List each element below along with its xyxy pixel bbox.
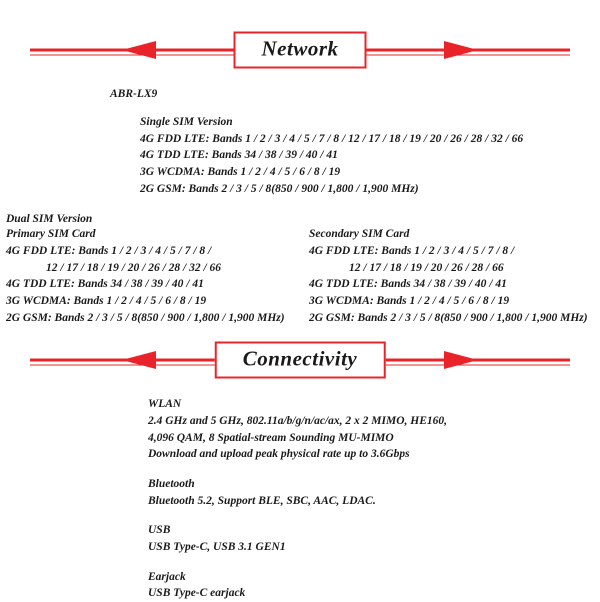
secondary-sim-line: 4G FDD LTE: Bands 1 / 2 / 3 / 4 / 5 / 7 / 8 / [309,245,515,258]
earjack-line: USB Type-C earjack [148,587,246,600]
primary-sim-line: 2G GSM: Bands 2 / 3 / 5 / 8(850 / 900 / 1,800 / 1,900 MHz) [6,311,285,324]
single-sim-block [140,114,600,197]
model-name: ABR-LX9 [110,88,158,100]
primary-sim-line: 4G TDD LTE: Bands 34 / 38 / 39 / 40 / 41 [6,278,204,291]
primary-sim-line: 3G WCDMA: Bands 1 / 2 / 4 / 5 / 6 / 8 / 19 [6,295,207,308]
wlan-line: Download and upload peak physical rate up to 3.6Gbps [148,448,410,461]
usb-group [148,522,600,555]
banner-arrow-right-icon [444,351,478,369]
secondary-sim-line: 3G WCDMA: Bands 1 / 2 / 4 / 5 / 6 / 8 / 19 [309,295,510,308]
section-title-box [234,32,367,69]
section-title-box [215,342,386,379]
wlan-line: 2.4 GHz and 5 GHz, 802.11a/b/g/n/ac/ax, 2 x 2 MIMO, HE160, [148,415,448,428]
wlan-line: 4,096 QAM, 8 Spatial-stream Sounding MU-MIMO [148,431,394,444]
secondary-sim-line: 2G GSM: Bands 2 / 3 / 5 / 8(850 / 900 / 1,800 / 1,900 MHz) [309,311,588,324]
section-title-connectivity: Connectivity [242,346,358,371]
bluetooth-heading: Bluetooth [148,478,195,491]
secondary-sim-column [299,226,586,326]
single-sim-line: 3G WCDMA: Bands 1 / 2 / 4 / 5 / 6 / 8 / 19 [140,166,341,179]
connectivity-block [148,396,600,602]
bluetooth-line: Bluetooth 5.2, Support BLE, SBC, AAC, LDAC. [148,494,376,507]
dual-sim-heading: Dual SIM Version [6,213,93,226]
wlan-group [148,396,600,463]
dual-sim-block [0,213,600,326]
single-sim-line: 4G FDD LTE: Bands 1 / 2 / 3 / 4 / 5 / 7 / 8 / 12 / 17 / 18 / 19 / 20 / 26 / 28 / 32 / 66 [140,132,524,145]
usb-heading: USB [148,524,171,537]
primary-sim-heading: Primary SIM Card [6,228,96,241]
section-title-network: Network [261,36,339,61]
primary-sim-line-cont: 12 / 17 / 18 / 19 / 20 / 26 / 28 / 32 / 66 [46,261,222,274]
primary-sim-line: 4G FDD LTE: Bands 1 / 2 / 3 / 4 / 5 / 7 / 8 / [6,245,212,258]
banner-arrow-left-icon [122,351,156,369]
secondary-sim-line-cont: 12 / 17 / 18 / 19 / 20 / 26 / 28 / 66 [349,261,504,274]
earjack-heading: Earjack [148,570,186,583]
single-sim-heading: Single SIM Version [140,116,233,128]
single-sim-line: 2G GSM: Bands 2 / 3 / 5 / 8(850 / 900 / 1,800 / 1,900 MHz) [140,182,419,195]
bluetooth-group [148,476,600,509]
primary-sim-column [6,226,283,326]
section-banner-network [0,30,600,70]
wlan-heading: WLAN [148,398,182,411]
usb-line: USB Type-C, USB 3.1 GEN1 [148,541,286,554]
banner-arrow-right-icon [444,41,478,59]
single-sim-line: 4G TDD LTE: Bands 34 / 38 / 39 / 40 / 41 [140,149,338,162]
earjack-group [148,569,600,602]
section-banner-connectivity [0,340,600,380]
secondary-sim-heading: Secondary SIM Card [309,228,410,241]
secondary-sim-line: 4G TDD LTE: Bands 34 / 38 / 39 / 40 / 41 [309,278,507,291]
banner-arrow-left-icon [122,41,156,59]
